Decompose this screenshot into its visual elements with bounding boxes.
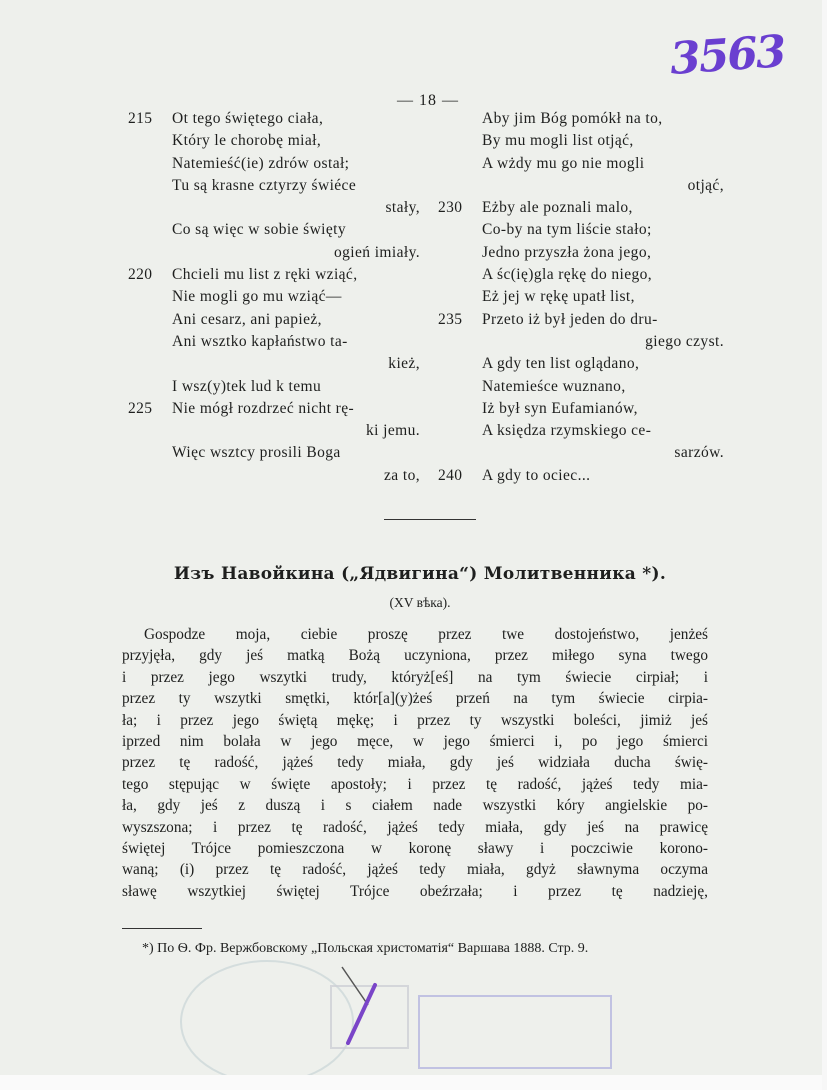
verse-line [438,242,724,264]
handwritten-cross-mark [330,965,390,1045]
prose-paragraph [122,624,708,902]
verse-text: za to, [384,466,420,484]
paragraph-line: ła, gdy jeś z duszą i s ciałem nade wszystki kóry angielskie po- [122,797,708,815]
verse-text: A gdy to ociec... [482,466,591,484]
verse-line [128,398,420,420]
paragraph-line: wyszszona; i przez tę radość, jążeś tedy miała, gdy jeś na prawicę [122,818,708,836]
verse-text: Ani wsztko kapłaństwo ta- [172,332,348,350]
scan-bottom-edge [0,1075,827,1090]
verse-text: Jedno przyszła żona jego, [482,243,652,261]
verse-line [128,264,420,286]
verse-text: Natemieść(ie) zdrów ostał; [172,154,350,172]
verse-line [438,108,724,130]
verse-text: Ot tego świętego ciała, [172,110,324,127]
verse-text: Tu są krasne cztyrzy świéce [172,176,357,194]
line-number: 220 [128,266,153,284]
paragraph-line: świętej Trójce pomieszczona w koronę sławy i poczciwie korono- [122,839,708,857]
verse-text: Co-by na tym liście stało; [482,221,652,239]
verse-text: Chcieli mu list z ręki wziąć, [172,266,358,284]
verse-text: stały, [385,199,420,217]
verse-text: kież, [388,355,420,373]
verse-line [128,197,420,219]
verse-line [438,130,724,152]
paragraph-line: Gospodze moja, ciebie proszę przez twe dostojeństwo, jenżeś [144,626,708,643]
verse-line [128,219,420,241]
verse-text: giego czyst. [645,332,724,350]
verse-line [438,420,724,442]
verse-line [128,286,420,308]
verse-line [128,175,420,197]
paragraph-line: sławę wszytkiej świętej Trójce obeźrzała; i przez tę nadzieję, [122,882,708,900]
verse-text: A gdy ten list oglądano, [482,355,640,373]
paragraph-line: waną; (i) przez tę radość, jążeś tedy miała, gdyż sławnyma oczyma [122,861,708,879]
verse-text: By mu mogli list otjąć, [482,132,634,150]
paragraph-line: i przez jego wszytki trudy, któryż[eś] na tym świecie cirpiał; i [122,668,708,686]
paragraph-line: iprzed nim bolała w jego męce, w jego śmierci i, po jego śmierci [122,732,708,750]
paragraph-line: przez ty wszytki smętki, któr[a](y)żeś przeń na tym świecie cirpia- [122,690,708,708]
verse-line [128,108,420,130]
verse-text: ki jemu. [366,422,420,440]
verse-line [438,309,724,331]
verse-line [438,442,724,464]
section-subtitle: (XV вѣка). [389,595,451,610]
paragraph-line: przez tę radość, jążeś tedy miała, gdy jeś widziała ducha świę- [122,754,708,772]
verse-text: A księdza rzymskiego ce- [482,422,652,440]
library-stamp-round [180,960,354,1084]
verse-line [438,331,724,353]
verse-text: Iż był syn Eufamianów, [482,399,638,417]
section-heading: Изъ Навойкина („Ядвигина“) Молитвенника *). [173,564,667,584]
verse-line [128,442,420,464]
verse-line [128,353,420,375]
verse-line [438,353,724,375]
verse-text: Eżby ale poznali malo, [482,199,633,217]
verse-line [128,153,420,175]
verse-line [438,197,724,219]
verse-text: ogień imiały. [334,243,420,261]
verse-text: Więc wsztcy prosili Boga [172,444,341,462]
verse-line [438,153,724,175]
section-divider [384,519,476,520]
verse-line [438,398,724,420]
verse-line [128,376,420,398]
verse-line [438,219,724,241]
paragraph-line: ła; i przez jego świętą mękę; i przez ty wszystki boleści, jimiż jeś [122,711,708,729]
verse-text: Ani cesarz, ani papież, [172,310,322,328]
verse-text: Eż jej w rękę upatł list, [482,288,635,306]
footnote: *) По Ѳ. Фр. Вержбовскому „Польская христоматія“ Варшава 1888. Стр. 9. [142,941,589,956]
verse-line [128,465,420,487]
verse-text: otjąć, [687,176,724,194]
verse-text: A śc(ię)gla rękę do niego, [482,266,653,284]
verse-line [128,309,420,331]
line-number: 215 [128,110,153,127]
verse-text: A wżdy mu go nie mogli [482,154,645,172]
line-number: 230 [438,199,463,217]
verse-text: Co są więc w sobie święty [172,221,347,239]
verse-text: Aby jim Bóg pomókł na to, [482,110,663,127]
verse-line [438,264,724,286]
verse-text: sarzów. [674,444,724,462]
line-number: 235 [438,310,463,328]
verse-line [128,331,420,353]
library-stamp-rectangle [418,995,612,1069]
verse-text: I wsz(y)tek lud k temu [172,377,322,395]
handwritten-inventory-number: 3563 [668,26,787,85]
verse-line [438,376,724,398]
footnote-rule [122,928,202,929]
line-number: 240 [438,466,463,484]
page-number: — 18 — [397,92,459,109]
verse-line [438,465,724,487]
verse-text: Nie mogli go mu wziąć— [172,288,342,306]
paragraph-line: tego stępując w święte apostoły; i przez tę radość, jążeś tedy mia- [122,775,708,793]
poem-right-column [438,108,724,487]
poem-left-column [128,108,420,487]
verse-line [128,130,420,152]
verse-line [438,175,724,197]
verse-line [128,242,420,264]
verse-line [128,420,420,442]
line-number: 225 [128,399,153,417]
verse-text: Nie mógł rozdrzeć nicht rę- [172,399,355,417]
scan-right-edge [822,0,827,1090]
verse-line [438,286,724,308]
paragraph-line: przyjęła, gdy jeś matką Bożą uczyniona, przez miłego syna twego [122,647,708,665]
verse-text: Natemieśce wuznano, [482,377,626,395]
verse-text: Przeto iż był jeden do dru- [482,310,658,328]
verse-text: Który le chorobę miał, [172,132,322,150]
